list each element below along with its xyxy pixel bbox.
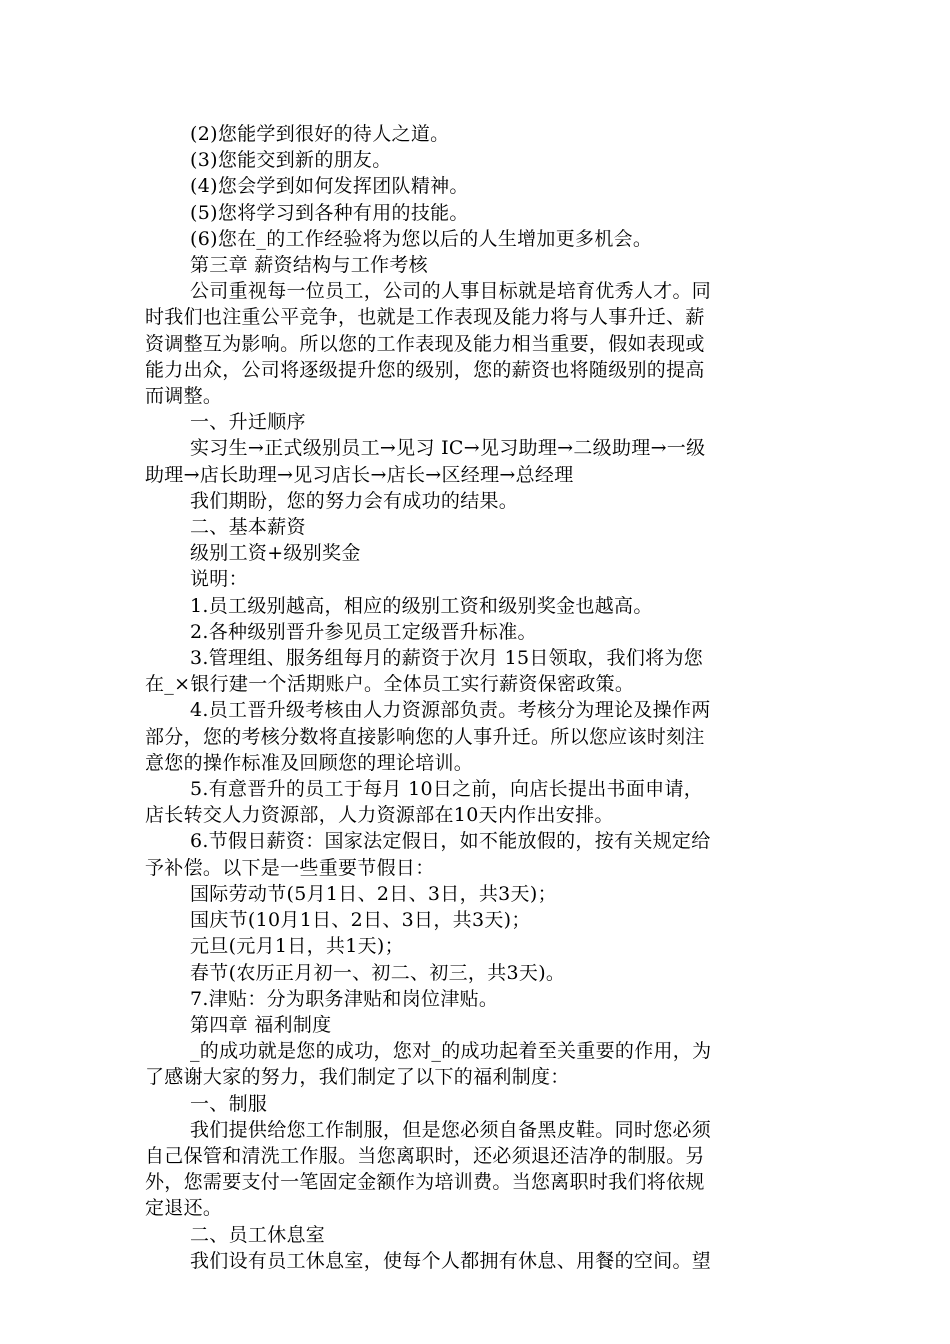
text-line: (6)您在_的工作经验将为您以后的人生增加更多机会。 [190,227,653,250]
document-body [145,121,807,1274]
text-line: 了感谢大家的努力，我们制定了以下的福利制度： [145,1066,570,1089]
text-line: 7.津贴：分为职务津贴和岗位津贴。 [190,987,499,1010]
text-line: 6.节假日薪资：国家法定假日，如不能放假的，按有关规定给 [190,830,711,853]
text-line: 我们期盼，您的努力会有成功的结果。 [190,489,519,512]
text-line: 我们提供给您工作制服，但是您必须自备黑皮鞋。同时您必须 [190,1118,712,1141]
text-line: 级别工资+级别奖金 [190,542,361,565]
text-line: 4.员工晋升级考核由人力资源部负责。考核分为理论及操作两 [190,699,711,722]
text-line: 助理→店长助理→见习店长→店长→区经理→总经理 [145,463,574,486]
text-line: 一、升迁顺序 [190,411,306,434]
text-line: (4)您会学到如何发挥团队精神。 [190,175,469,198]
text-line: 外，您需要支付一笔固定金额作为培训费。当您离职时我们将依规 [145,1171,705,1194]
text-line: _的成功就是您的成功，您对_的成功起着至关重要的作用，为 [190,1040,712,1063]
text-line: 予补偿。以下是一些重要节假日： [145,856,435,879]
text-line: 二、基本薪资 [190,516,306,539]
text-line: 国庆节(10月1日、2日、3日，共3天)； [190,909,531,932]
text-line: 我们设有员工休息室，使每个人都拥有休息、用餐的空间。望 [190,1249,712,1272]
text-line: 公司重视每一位员工，公司的人事目标就是培育优秀人才。同 [190,280,712,303]
text-line: 5.有意晋升的员工于每月 10日之前，向店长提出书面申请， [190,778,704,801]
text-line: (2)您能学到很好的待人之道。 [190,123,450,145]
text-line: 能力出众，公司将逐级提升您的级别，您的薪资也将随级别的提高 [145,358,705,381]
text-line: 1.员工级别越高，相应的级别工资和级别奖金也越高。 [190,594,653,617]
text-line: 店长转交人力资源部，人力资源部在10天内作出安排。 [145,804,614,827]
text-line: 自己保管和清洗工作服。当您离职时，还必须退还洁净的制服。另 [145,1144,705,1167]
text-line: 资调整互为影响。所以您的工作表现及能力相当重要，假如表现或 [145,332,705,355]
text-line: 部分，您的考核分数将直接影响您的人事升迁。所以您应该时刻注 [145,725,705,748]
text-line: 国际劳动节(5月1日、2日、3日，共3天)； [190,882,557,905]
text-line: 第三章 薪资结构与工作考核 [190,254,428,277]
text-line: 2.各种级别晋升参见员工定级晋升标准。 [190,620,537,643]
text-line: 一、制服 [190,1092,268,1115]
text-line: 3.管理组、服务组每月的薪资于次月 15日领取，我们将为您 [190,647,704,670]
text-line: 意您的操作标准及回顾您的理论培训。 [145,751,474,774]
text-line: 而调整。 [145,385,223,408]
text-line: (3)您能交到新的朋友。 [190,149,392,172]
text-line: 第四章 福利制度 [190,1013,332,1036]
text-line: 元旦(元月1日，共1天)； [190,935,404,958]
text-line: 春节(农历正月初一、初二、初三，共3天)。 [190,961,566,984]
text-line: 说明： [190,568,248,591]
text-line: 定退还。 [145,1197,223,1220]
text-line: 时我们也注重公平竞争，也就是工作表现及能力将与人事升迁、薪 [145,306,705,329]
text-line: (5)您将学习到各种有用的技能。 [190,201,469,224]
text-line: 在_×银行建一个活期账户。全体员工实行薪资保密政策。 [145,673,635,696]
text-line: 实习生→正式级别员工→见习 IC→见习助理→二级助理→一级 [190,437,706,460]
text-line: 二、员工休息室 [190,1223,326,1246]
